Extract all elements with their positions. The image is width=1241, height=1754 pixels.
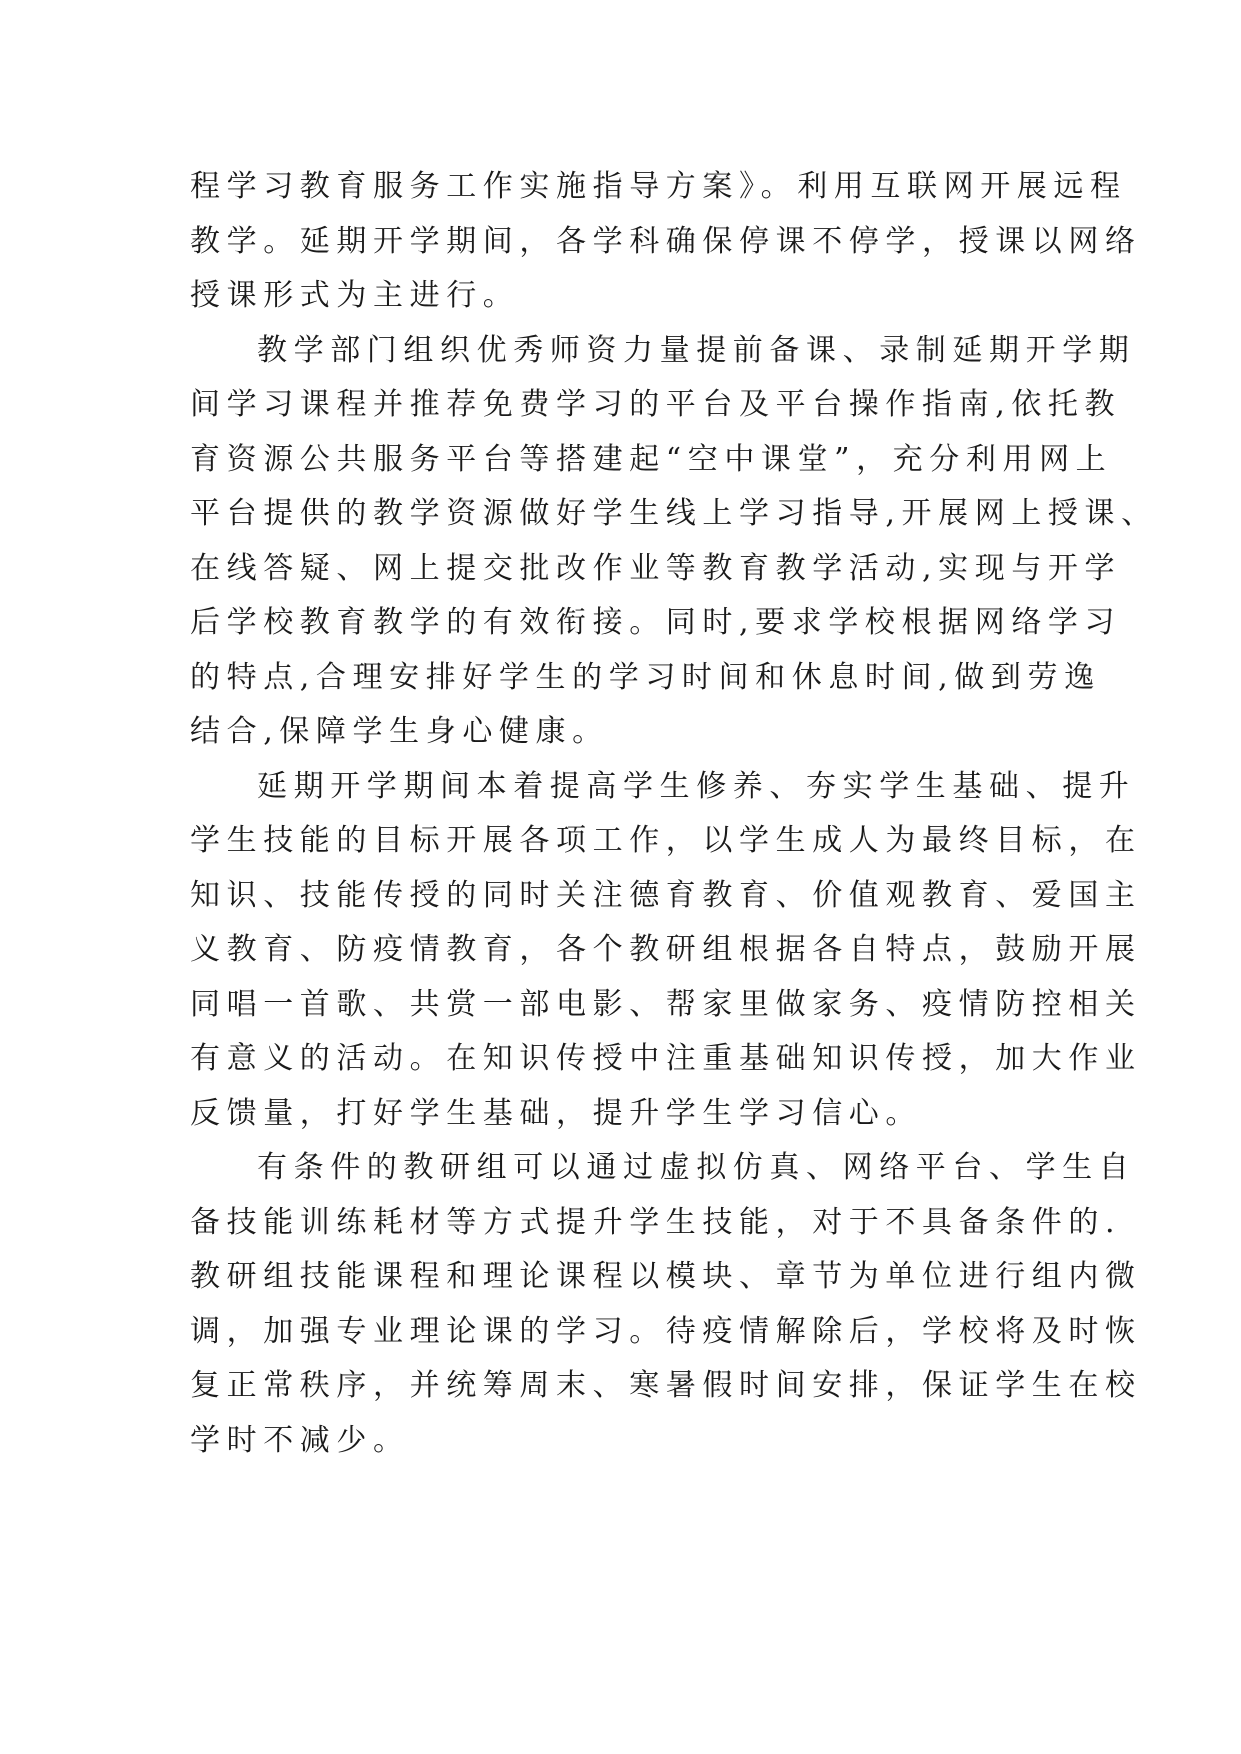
text-line: 复正常秩序，并统筹周末、寒暑假时间安排，保证学生在校	[190, 1368, 1142, 1403]
text-line: 教研组技能课程和理论课程以模块、章节为单位进行组内微	[190, 1259, 1142, 1294]
text-line: 有条件的教研组可以通过虚拟仿真、网络平台、学生自	[257, 1150, 1136, 1185]
text-line: 在线答疑、网上提交批改作业等教育教学活动,实现与开学	[190, 550, 1122, 586]
text-line: 育资源公共服务平台等搭建起“空中课堂”，充分利用网上	[190, 441, 1113, 477]
text-line: 的特点,合理安排好学生的学习时间和休息时间,做到劳逸	[190, 659, 1101, 695]
text-line: 同唱一首歌、共赏一部电影、帮家里做家务、疫情防控相关	[190, 986, 1142, 1022]
text-line: 知识、技能传授的同时关注德育教育、价值观教育、爱国主	[190, 877, 1142, 913]
paragraph	[190, 324, 1158, 760]
paragraph	[190, 160, 1142, 324]
text-line: 调，加强专业理论课的学习。待疫情解除后，学校将及时恢	[190, 1313, 1142, 1349]
text-line: 反馈量，打好学生基础，提升学生学习信心。	[190, 1095, 922, 1131]
text-line: 授课形式为主进行。	[190, 278, 520, 313]
text-line: 备技能训练耗材等方式提升学生技能，对于不具备条件的.	[190, 1204, 1122, 1240]
text-line: 间学习课程并推荐免费学习的平台及平台操作指南,依托教	[190, 387, 1122, 422]
text-line: 学生技能的目标开展各项工作，以学生成人为最终目标，在	[190, 823, 1142, 858]
text-line: 结合,保障学生身心健康。	[190, 714, 609, 749]
text-line: 义教育、防疫情教育，各个教研组根据各自特点，鼓励开展	[190, 932, 1142, 967]
text-line: 延期开学期间本着提高学生修养、夯实学生基础、提升	[257, 768, 1136, 804]
text-line: 程学习教育服务工作实施指导方案》。利用互联网开展远程	[190, 169, 1127, 204]
paragraph	[190, 760, 1142, 1142]
text-line: 后学校教育教学的有效衔接。同时,要求学校根据网络学习	[190, 605, 1122, 640]
text-line: 教学部门组织优秀师资力量提前备课、录制延期开学期	[257, 332, 1136, 368]
text-line: 有意义的活动。在知识传授中注重基础知识传授，加大作业	[190, 1041, 1142, 1076]
text-line: 教学。延期开学期间，各学科确保停课不停学，授课以网络	[190, 223, 1142, 259]
text-line: 平台提供的教学资源做好学生线上学习指导,开展网上授课、	[190, 496, 1158, 531]
document-body	[190, 160, 1158, 1468]
text-line: 学时不减少。	[190, 1422, 410, 1458]
paragraph	[190, 1141, 1142, 1468]
